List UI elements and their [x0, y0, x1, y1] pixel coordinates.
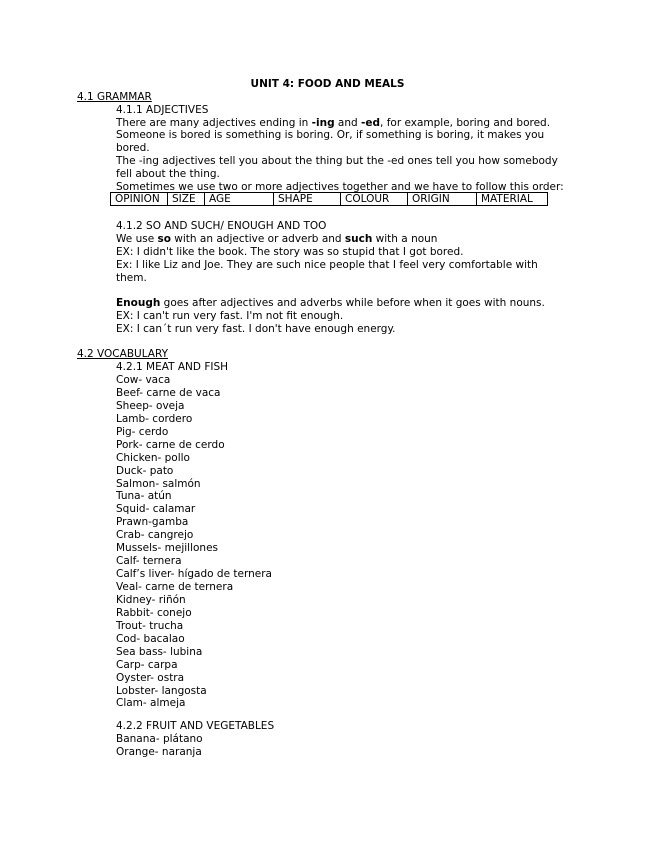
list-item: Pig- cerdo — [116, 425, 169, 438]
order-cell-colour: COLOUR — [341, 193, 408, 206]
list-item: Orange- naranja — [116, 746, 202, 758]
grammar-heading: 4.1 GRAMMAR — [77, 91, 152, 103]
list-item: Salmon- salmón — [116, 477, 201, 490]
order-cell-origin: ORIGIN — [408, 193, 477, 206]
order-cell-opinion: OPINION — [111, 193, 168, 206]
list-item: Crab- cangrejo — [116, 529, 194, 542]
fruit-veg-heading: 4.2.2 FRUIT AND VEGETABLES — [116, 720, 275, 732]
adjective-order-table — [110, 192, 548, 206]
list-item: Calf’s liver- hígado de ternera — [116, 568, 272, 581]
list-item: Sea bass- lubina — [116, 645, 203, 658]
so-such-rule: We use so with an adjective or adverb and such with a noun — [116, 233, 438, 245]
list-item: Cod- bacalao — [116, 632, 185, 645]
adjectives-paragraph-4: Sometimes we use two or more adjectives together and we have to follow this order: — [116, 181, 564, 193]
order-cell-shape: SHAPE — [274, 193, 341, 206]
enough-example-2: EX: I can´t run very fast. I don't have enough energy. — [116, 323, 396, 335]
list-item: Trout- trucha — [116, 619, 184, 632]
list-item: Tuna- atún — [116, 490, 172, 503]
list-item: Duck- pato — [116, 464, 174, 477]
list-item: Chicken- pollo — [116, 451, 190, 464]
order-cell-size: SIZE — [168, 193, 205, 206]
so-such-example-2: Ex: I like Liz and Joe. They are such nice people that I feel very comfortable with them. — [116, 259, 538, 284]
list-item: Cow- vaca — [116, 374, 171, 386]
list-item: Sheep- oveja — [116, 399, 185, 412]
list-item: Rabbit- conejo — [116, 606, 192, 619]
meat-fish-list — [116, 374, 272, 710]
list-item: Lobster- langosta — [116, 684, 207, 697]
list-item: Mussels- mejillones — [116, 542, 218, 555]
fruit-veg-list — [116, 733, 203, 759]
adjectives-paragraph-2: Someone is bored is something is boring. Or, if something is boring, it makes you bored. — [116, 129, 545, 154]
adjectives-heading: 4.1.1 ADJECTIVES — [116, 104, 209, 116]
list-item: Beef- carne de vaca — [116, 386, 221, 399]
list-item: Lamb- cordero — [116, 412, 193, 425]
adjectives-paragraph-3: The -ing adjectives tell you about the thing but the -ed ones tell you how somebody fell about the thing. — [116, 155, 558, 180]
adjectives-paragraph-1: There are many adjectives ending in -ing and -ed, for example, boring and bored. — [116, 117, 551, 129]
so-such-example-1: EX: I didn't like the book. The story was so stupid that I got bored. — [116, 246, 464, 258]
order-cell-material: MATERIAL — [477, 193, 548, 206]
list-item: Squid- calamar — [116, 503, 196, 516]
so-such-heading: 4.1.2 SO AND SUCH/ ENOUGH AND TOO — [116, 220, 327, 232]
enough-rule: Enough goes after adjectives and adverbs while before when it goes with nouns. — [116, 297, 545, 309]
order-cell-age: AGE — [205, 193, 274, 206]
list-item: Clam- almeja — [116, 697, 186, 710]
list-item: Calf- ternera — [116, 555, 182, 568]
page-title: UNIT 4: FOOD AND MEALS — [250, 78, 405, 90]
list-item: Pork- carne de cerdo — [116, 438, 225, 451]
list-item: Prawn-gamba — [116, 516, 189, 529]
list-item: Oyster- ostra — [116, 671, 185, 684]
list-item: Carp- carpa — [116, 658, 178, 671]
list-item: Banana- plátano — [116, 733, 203, 745]
vocabulary-heading: 4.2 VOCABULARY — [77, 348, 169, 360]
list-item: Kidney- riñón — [116, 593, 186, 606]
list-item: Veal- carne de ternera — [116, 581, 234, 593]
enough-example-1: EX: I can't run very fast. I'm not fit enough. — [116, 310, 344, 322]
meat-fish-heading: 4.2.1 MEAT AND FISH — [116, 361, 229, 373]
